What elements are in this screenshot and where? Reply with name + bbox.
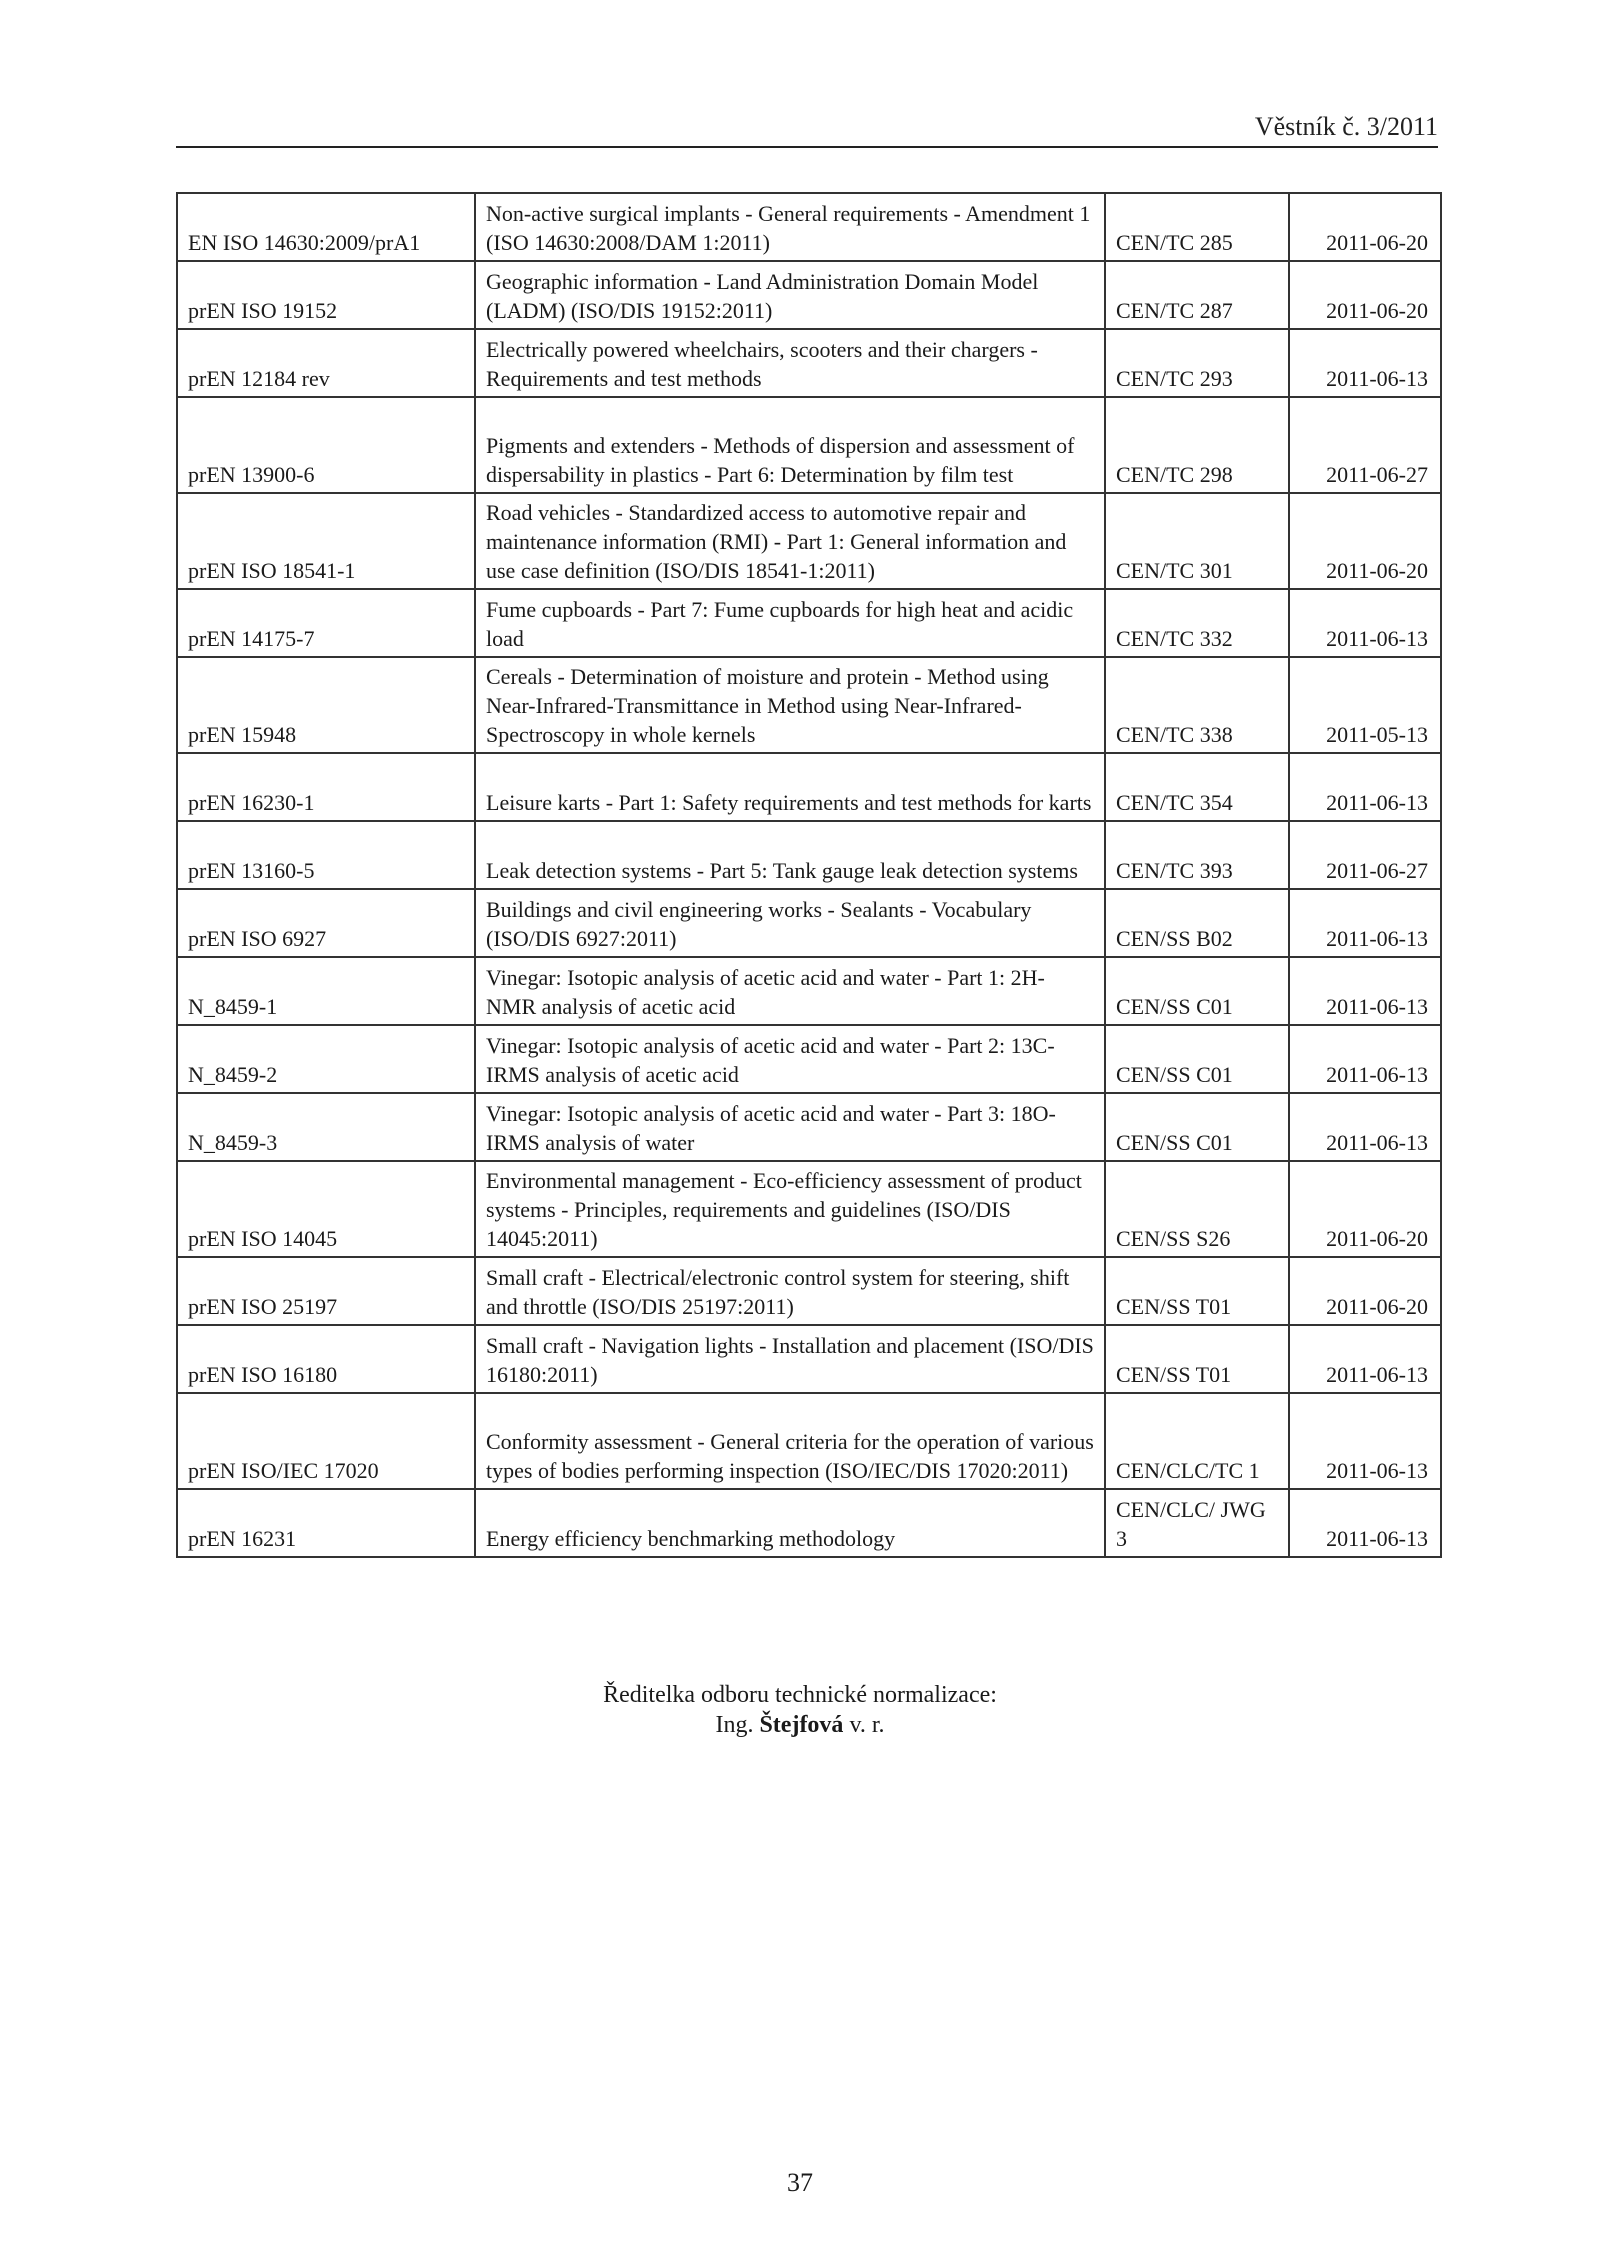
table-row	[177, 957, 1441, 1025]
technical-committee: CEN/TC 285	[1105, 193, 1289, 261]
standard-code: prEN ISO 18541-1	[177, 493, 475, 589]
technical-committee: CEN/TC 287	[1105, 261, 1289, 329]
journal-title: Věstník č. 3/2011	[1254, 112, 1438, 141]
technical-committee: CEN/CLC/TC 1	[1105, 1393, 1289, 1489]
standard-code: N_8459-1	[177, 957, 475, 1025]
standard-title: Geographic information - Land Administration Domain Model (LADM) (ISO/DIS 19152:2011)	[475, 261, 1105, 329]
table-row	[177, 821, 1441, 889]
deadline-date: 2011-06-13	[1289, 329, 1441, 397]
table-row	[177, 193, 1441, 261]
deadline-date: 2011-06-27	[1289, 821, 1441, 889]
standard-code: prEN ISO 19152	[177, 261, 475, 329]
table-row	[177, 889, 1441, 957]
standard-code: prEN ISO 14045	[177, 1161, 475, 1257]
standard-title: Leak detection systems - Part 5: Tank gauge leak detection systems	[475, 821, 1105, 889]
deadline-date: 2011-06-27	[1289, 397, 1441, 493]
technical-committee: CEN/SS S26	[1105, 1161, 1289, 1257]
technical-committee: CEN/TC 301	[1105, 493, 1289, 589]
standard-title: Environmental management - Eco-efficiency assessment of product systems - Principles, requirements and guidelines (ISO/DIS 14045:2011)	[475, 1161, 1105, 1257]
standard-title: Small craft - Electrical/electronic control system for steering, shift and throttle (ISO/DIS 25197:2011)	[475, 1257, 1105, 1325]
signatory-name: Štejfová	[759, 1712, 844, 1738]
standard-title: Vinegar: Isotopic analysis of acetic acid and water - Part 1: 2H-NMR analysis of acetic acid	[475, 957, 1105, 1025]
page-number: 37	[787, 2168, 813, 2197]
signatory-line	[0, 1710, 1600, 1740]
signatory-prefix: Ing.	[715, 1712, 754, 1738]
technical-committee: CEN/TC 293	[1105, 329, 1289, 397]
standard-title: Conformity assessment - General criteria for the operation of various types of bodies performing inspection (ISO/IEC/DIS 17020:2011)	[475, 1393, 1105, 1489]
table-row	[177, 261, 1441, 329]
technical-committee: CEN/SS T01	[1105, 1257, 1289, 1325]
standard-title: Fume cupboards - Part 7: Fume cupboards for high heat and acidic load	[475, 589, 1105, 657]
deadline-date: 2011-06-13	[1289, 889, 1441, 957]
table-row	[177, 753, 1441, 821]
standard-title: Vinegar: Isotopic analysis of acetic acid and water - Part 2: 13C-IRMS analysis of acetic acid	[475, 1025, 1105, 1093]
deadline-date: 2011-05-13	[1289, 657, 1441, 753]
deadline-date: 2011-06-13	[1289, 1489, 1441, 1557]
standard-code: N_8459-2	[177, 1025, 475, 1093]
deadline-date: 2011-06-13	[1289, 753, 1441, 821]
table-row	[177, 329, 1441, 397]
deadline-date: 2011-06-20	[1289, 493, 1441, 589]
standard-code: prEN ISO 6927	[177, 889, 475, 957]
standard-code: prEN 13160-5	[177, 821, 475, 889]
table-row	[177, 1489, 1441, 1557]
standard-title: Energy efficiency benchmarking methodology	[475, 1489, 1105, 1557]
standard-title: Vinegar: Isotopic analysis of acetic acid and water - Part 3: 18O-IRMS analysis of water	[475, 1093, 1105, 1161]
standard-code: prEN ISO 25197	[177, 1257, 475, 1325]
technical-committee: CEN/TC 354	[1105, 753, 1289, 821]
standard-title: Small craft - Navigation lights - Installation and placement (ISO/DIS 16180:2011)	[475, 1325, 1105, 1393]
technical-committee: CEN/TC 298	[1105, 397, 1289, 493]
standards-table	[176, 192, 1442, 1558]
technical-committee: CEN/TC 338	[1105, 657, 1289, 753]
standard-code: prEN 13900-6	[177, 397, 475, 493]
deadline-date: 2011-06-20	[1289, 193, 1441, 261]
table-row	[177, 1393, 1441, 1489]
signature-block	[0, 1680, 1600, 1740]
deadline-date: 2011-06-13	[1289, 1325, 1441, 1393]
deadline-date: 2011-06-13	[1289, 589, 1441, 657]
standard-code: prEN 16231	[177, 1489, 475, 1557]
signatory-role: Ředitelka odboru technické normalizace:	[603, 1682, 997, 1708]
deadline-date: 2011-06-13	[1289, 957, 1441, 1025]
table-row	[177, 1025, 1441, 1093]
standard-title: Leisure karts - Part 1: Safety requirements and test methods for karts	[475, 753, 1105, 821]
standard-code: prEN 12184 rev	[177, 329, 475, 397]
standard-code: EN ISO 14630:2009/prA1	[177, 193, 475, 261]
technical-committee: CEN/TC 332	[1105, 589, 1289, 657]
technical-committee: CEN/SS T01	[1105, 1325, 1289, 1393]
deadline-date: 2011-06-20	[1289, 1161, 1441, 1257]
table-row	[177, 1325, 1441, 1393]
standard-code: prEN ISO/IEC 17020	[177, 1393, 475, 1489]
standard-code: prEN 15948	[177, 657, 475, 753]
table-row	[177, 1161, 1441, 1257]
technical-committee: CEN/TC 393	[1105, 821, 1289, 889]
deadline-date: 2011-06-13	[1289, 1025, 1441, 1093]
standard-code: prEN ISO 16180	[177, 1325, 475, 1393]
standard-title: Road vehicles - Standardized access to automotive repair and maintenance information (RMI) - Part 1: General information and use case definition (ISO/DIS 18541-1:2011)	[475, 493, 1105, 589]
standard-title: Electrically powered wheelchairs, scooters and their chargers - Requirements and test methods	[475, 329, 1105, 397]
standard-title: Cereals - Determination of moisture and protein - Method using Near-Infrared-Transmittance in Method using Near-Infrared-Spectroscopy in whole kernels	[475, 657, 1105, 753]
standard-title: Non-active surgical implants - General requirements - Amendment 1 (ISO 14630:2008/DAM 1:2011)	[475, 193, 1105, 261]
standard-title: Buildings and civil engineering works - Sealants - Vocabulary (ISO/DIS 6927:2011)	[475, 889, 1105, 957]
deadline-date: 2011-06-20	[1289, 1257, 1441, 1325]
technical-committee: CEN/CLC/ JWG 3	[1105, 1489, 1289, 1557]
standard-title: Pigments and extenders - Methods of dispersion and assessment of dispersability in plastics - Part 6: Determination by film test	[475, 397, 1105, 493]
table-row	[177, 493, 1441, 589]
technical-committee: CEN/SS B02	[1105, 889, 1289, 957]
table-row	[177, 1257, 1441, 1325]
table-row	[177, 589, 1441, 657]
table-row	[177, 397, 1441, 493]
technical-committee: CEN/SS C01	[1105, 957, 1289, 1025]
deadline-date: 2011-06-13	[1289, 1093, 1441, 1161]
standard-code: N_8459-3	[177, 1093, 475, 1161]
deadline-date: 2011-06-20	[1289, 261, 1441, 329]
standard-code: prEN 16230-1	[177, 753, 475, 821]
standard-code: prEN 14175-7	[177, 589, 475, 657]
technical-committee: CEN/SS C01	[1105, 1025, 1289, 1093]
table-row	[177, 657, 1441, 753]
table-row	[177, 1093, 1441, 1161]
signatory-suffix: v. r.	[849, 1712, 885, 1738]
deadline-date: 2011-06-13	[1289, 1393, 1441, 1489]
page-header	[176, 104, 1438, 148]
technical-committee: CEN/SS C01	[1105, 1093, 1289, 1161]
